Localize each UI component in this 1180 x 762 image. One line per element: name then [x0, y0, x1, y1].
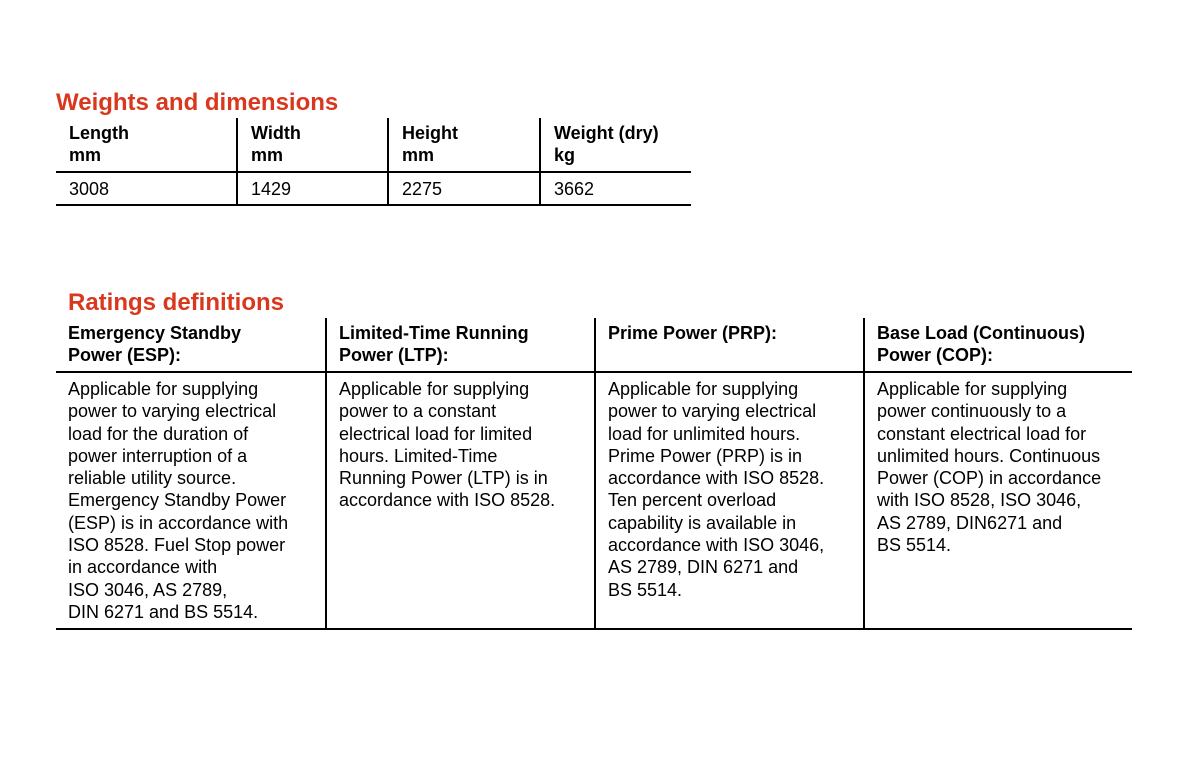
text-line: Emergency Standby [68, 323, 242, 343]
text-line: power continuously to a [877, 401, 1067, 422]
length-header [56, 118, 236, 171]
text-line: Applicable for supplying [68, 379, 259, 399]
column-label: Weight (dry) [554, 123, 659, 143]
width-header [236, 118, 387, 171]
weights-dimensions-table [56, 118, 691, 206]
column-unit: mm [251, 145, 284, 165]
text-line: power to a constant [339, 401, 497, 422]
text-line: BS 5514. [608, 579, 683, 600]
cop-definition [863, 373, 1132, 628]
text-line: Prime Power (PRP) is in [608, 445, 803, 466]
length-value: 3008 [69, 179, 110, 199]
text-line: load for the duration of [68, 423, 249, 444]
text-line: Applicable for supplying [877, 379, 1068, 399]
ltp-definition [325, 373, 594, 628]
text-line: ISO 3046, AS 2789, [68, 579, 228, 600]
text-line: Applicable for supplying [339, 379, 530, 399]
text-line: electrical load for limited [339, 423, 533, 444]
weights-table-header [56, 118, 691, 173]
column-unit: mm [402, 145, 435, 165]
text-line: AS 2789, DIN6271 and [877, 512, 1063, 533]
text-line: Applicable for supplying [608, 379, 799, 399]
text-line: reliable utility source. [68, 468, 237, 489]
column-label: Length [69, 123, 129, 143]
ratings-table-header [56, 318, 1132, 373]
column-unit: kg [554, 145, 576, 165]
text-line: hours. Limited-Time [339, 445, 498, 466]
text-line: ISO 8528. Fuel Stop power [68, 535, 286, 556]
prp-definition [594, 373, 863, 628]
weight-dry-value: 3662 [539, 173, 691, 204]
column-label: Width [251, 123, 301, 143]
text-line: constant electrical load for [877, 423, 1087, 444]
text-line: DIN 6271 and BS 5514. [68, 601, 259, 622]
ltp-heading [325, 318, 594, 371]
text-line: Power (COP) in accordance [877, 468, 1102, 489]
ratings-definitions-table [56, 318, 1132, 630]
text-line: load for unlimited hours. [608, 423, 801, 444]
height-header [387, 118, 539, 171]
column-label: Height [402, 123, 458, 143]
esp-heading [56, 318, 325, 371]
text-line: unlimited hours. Continuous [877, 445, 1101, 466]
text-line: Power (LTP): [339, 345, 449, 365]
text-line: BS 5514. [877, 535, 952, 556]
text-line: AS 2789, DIN 6271 and [608, 557, 799, 578]
text-line: power interruption of a [68, 445, 248, 466]
width-value: 1429 [236, 173, 387, 204]
text-line: accordance with ISO 3046, [608, 535, 825, 556]
text-line: (ESP) is in accordance with [68, 512, 289, 533]
column-unit: mm [69, 145, 102, 165]
text-line: power to varying electrical [68, 401, 277, 422]
text-line: accordance with ISO 8528. [608, 468, 825, 489]
cop-heading [863, 318, 1132, 371]
text-line: in accordance with [68, 557, 218, 578]
text-line: Emergency Standby Power [68, 490, 287, 511]
text-line: Limited-Time Running [339, 323, 529, 343]
esp-definition [56, 373, 325, 628]
weight-dry-header [539, 118, 691, 171]
ratings-definitions-title: Ratings definitions [68, 289, 284, 316]
text-line: Power (COP): [877, 345, 994, 365]
text-line: Running Power (LTP) is in [339, 468, 548, 489]
weights-table-row [56, 173, 691, 206]
text-line: accordance with ISO 8528. [339, 490, 556, 511]
text-line: Prime Power (PRP): [608, 323, 778, 343]
weights-dimensions-title: Weights and dimensions [56, 89, 339, 116]
text-line: power to varying electrical [608, 401, 817, 422]
text-line: Base Load (Continuous) [877, 323, 1085, 343]
text-line: capability is available in [608, 512, 797, 533]
text-line: with ISO 8528, ISO 3046, [877, 490, 1082, 511]
ratings-table-body [56, 373, 1132, 630]
text-line: Ten percent overload [608, 490, 777, 511]
text-line: Power (ESP): [68, 345, 182, 365]
height-value: 2275 [387, 173, 539, 204]
prp-heading [594, 318, 863, 371]
